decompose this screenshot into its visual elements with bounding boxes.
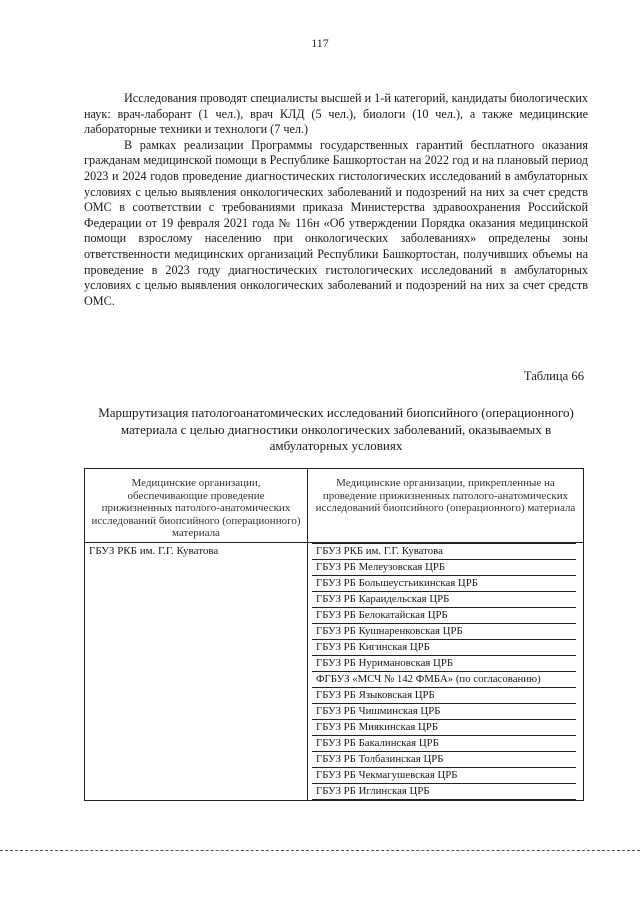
- paragraph-2: В рамках реализации Программы государственных гарантий бесплатного оказания гражданам медицинской помощи в Республике Башкортостан на 2022 год и на плановый период 2023 и 2024 годов проведение диагностических гистологических исследований в амбулаторных условиях с целью выявления онкологических заболеваний и подозрений на них за счет средств ОМС в соответствии с требованиями приказа Министерства здравоохранения Российской Федерации от 19 февраля 2021 года № 116н «Об утверждении Порядка оказания медицинской помощи взрослому населению при онкологических заболеваниях» определены зоны ответственности медицинских организаций Республики Башкортостан, получивших объемы на проведение в 2023 году диагностических гистологических исследований в амбулаторных условиях с целью выявления онкологических заболеваний и подозрений на них за счет средств ОМС.: [84, 137, 588, 308]
- header-right: Медицинские организации, прикрепленные на проведение прижизненных патолого-анатомических исследований биопсийного (операционного) материала: [308, 469, 584, 543]
- page-bottom-divider: [0, 850, 640, 851]
- list-item: ГБУЗ РБ Бакалинская ЦРБ: [312, 736, 576, 752]
- list-item: ГБУЗ РБ Кушнаренковская ЦРБ: [312, 624, 576, 640]
- list-item: ГБУЗ РБ Кигинская ЦРБ: [312, 640, 576, 656]
- routing-table: [84, 468, 584, 801]
- list-item: ГБУЗ РБ Языковская ЦРБ: [312, 688, 576, 704]
- paragraph-1: Исследования проводят специалисты высшей и 1-й категорий, кандидаты биологических наук: врач-лаборант (1 чел.), врач КЛД (5 чел.), биологи (10 чел.), а также медицинские лабораторные техники и технологи (7 чел.): [84, 91, 588, 137]
- table-label: Таблица 66: [523, 369, 584, 383]
- list-item: ГБУЗ РБ Белокатайская ЦРБ: [312, 608, 576, 624]
- list-item: ГБУЗ РБ Мелеузовская ЦРБ: [312, 560, 576, 576]
- list-item: ГБУЗ РБ Чишминская ЦРБ: [312, 704, 576, 720]
- list-item: ГБУЗ РБ Миякинская ЦРБ: [312, 720, 576, 736]
- list-item: ГБУЗ РБ Чекмагушевская ЦРБ: [312, 768, 576, 784]
- list-item: ГБУЗ РБ Иглинская ЦРБ: [312, 784, 576, 800]
- table-caption: Маршрутизация патологоанатомических исследований биопсийного (операционного) материала с целью диагностики онкологических заболеваний, оказываемых в амбулаторных условиях: [98, 405, 574, 453]
- list-item: ГБУЗ РБ Нуримановская ЦРБ: [312, 656, 576, 672]
- provider-cell: ГБУЗ РКБ им. Г.Г. Куватова: [85, 542, 308, 800]
- list-item: ФГБУЗ «МСЧ № 142 ФМБА» (по согласованию): [312, 672, 576, 688]
- body-text: [84, 91, 588, 309]
- list-item: ГБУЗ РБ Толбазинская ЦРБ: [312, 752, 576, 768]
- attached-list: [308, 543, 583, 800]
- page-number: 117: [311, 36, 329, 50]
- header-left: Медицинские организации, обеспечивающие проведение прижизненных патолого-анатомических исследований биопсийного (операционного) материала: [85, 469, 308, 543]
- attached-cell: [308, 542, 584, 800]
- table-row: [85, 542, 584, 800]
- list-item: ГБУЗ РБ Караидельская ЦРБ: [312, 592, 576, 608]
- table-header-row: [85, 469, 584, 543]
- list-item: ГБУЗ РКБ им. Г.Г. Куватова: [312, 543, 576, 560]
- list-item: ГБУЗ РБ Большеустьикинская ЦРБ: [312, 576, 576, 592]
